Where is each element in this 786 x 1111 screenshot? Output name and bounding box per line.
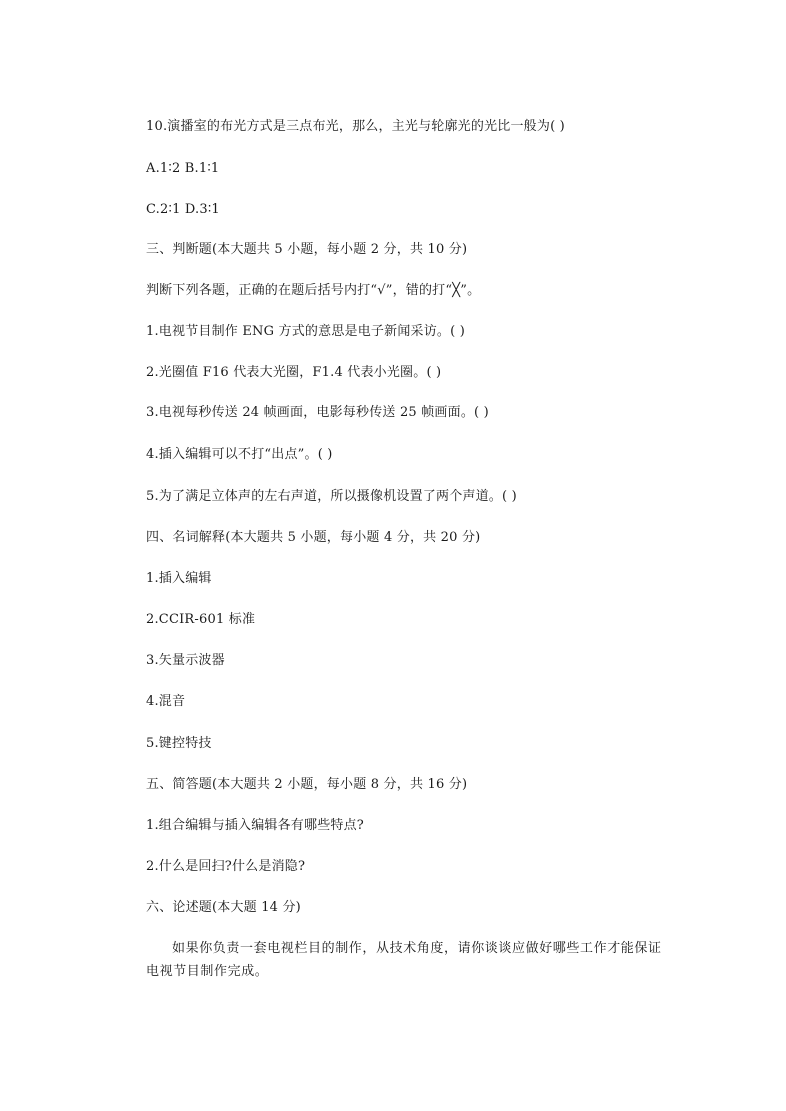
true-false-item-5: 5.为了满足立体声的左右声道，所以摄像机设置了两个声道。( )	[146, 489, 517, 504]
term-item-4: 4.混音	[146, 694, 186, 709]
question-10-options-cd: C.2∶1 D.3∶1	[146, 202, 220, 217]
section-4-heading: 四、名词解释(本大题共 5 小题，每小题 4 分，共 20 分)	[146, 530, 481, 545]
section-3-heading: 三、判断题(本大题共 5 小题，每小题 2 分，共 10 分)	[146, 242, 468, 257]
term-item-1: 1.插入编辑	[146, 571, 212, 586]
true-false-item-2: 2.光圈值 F16 代表大光圈，F1.4 代表小光圈。( )	[146, 365, 442, 380]
term-item-5: 5.键控特技	[146, 736, 212, 751]
essay-question: 如果你负责一套电视栏目的制作，从技术角度，请你谈谈应做好哪些工作才能保证电视节目制作完成。	[146, 941, 662, 979]
section-3-instructions: 判断下列各题，正确的在题后括号内打“√”，错的打“╳”。	[146, 283, 481, 298]
term-item-2: 2.CCIR-601 标准	[146, 612, 256, 627]
question-10-options-ab: A.1∶2 B.1∶1	[146, 161, 220, 176]
short-answer-item-1: 1.组合编辑与插入编辑各有哪些特点?	[146, 818, 364, 833]
term-item-3: 3.矢量示波器	[146, 653, 225, 668]
section-5-heading: 五、简答题(本大题共 2 小题，每小题 8 分，共 16 分)	[146, 777, 468, 792]
section-6-heading: 六、论述题(本大题 14 分)	[146, 900, 301, 915]
short-answer-item-2: 2.什么是回扫?什么是消隐?	[146, 859, 306, 874]
question-10: 10.演播室的布光方式是三点布光，那么，主光与轮廓光的光比一般为( )	[146, 119, 565, 134]
true-false-item-3: 3.电视每秒传送 24 帧画面，电影每秒传送 25 帧画面。( )	[146, 405, 489, 420]
true-false-item-1: 1.电视节目制作 ENG 方式的意思是电子新闻采访。( )	[146, 324, 465, 339]
true-false-item-4: 4.插入编辑可以不打“出点”。( )	[146, 447, 333, 462]
